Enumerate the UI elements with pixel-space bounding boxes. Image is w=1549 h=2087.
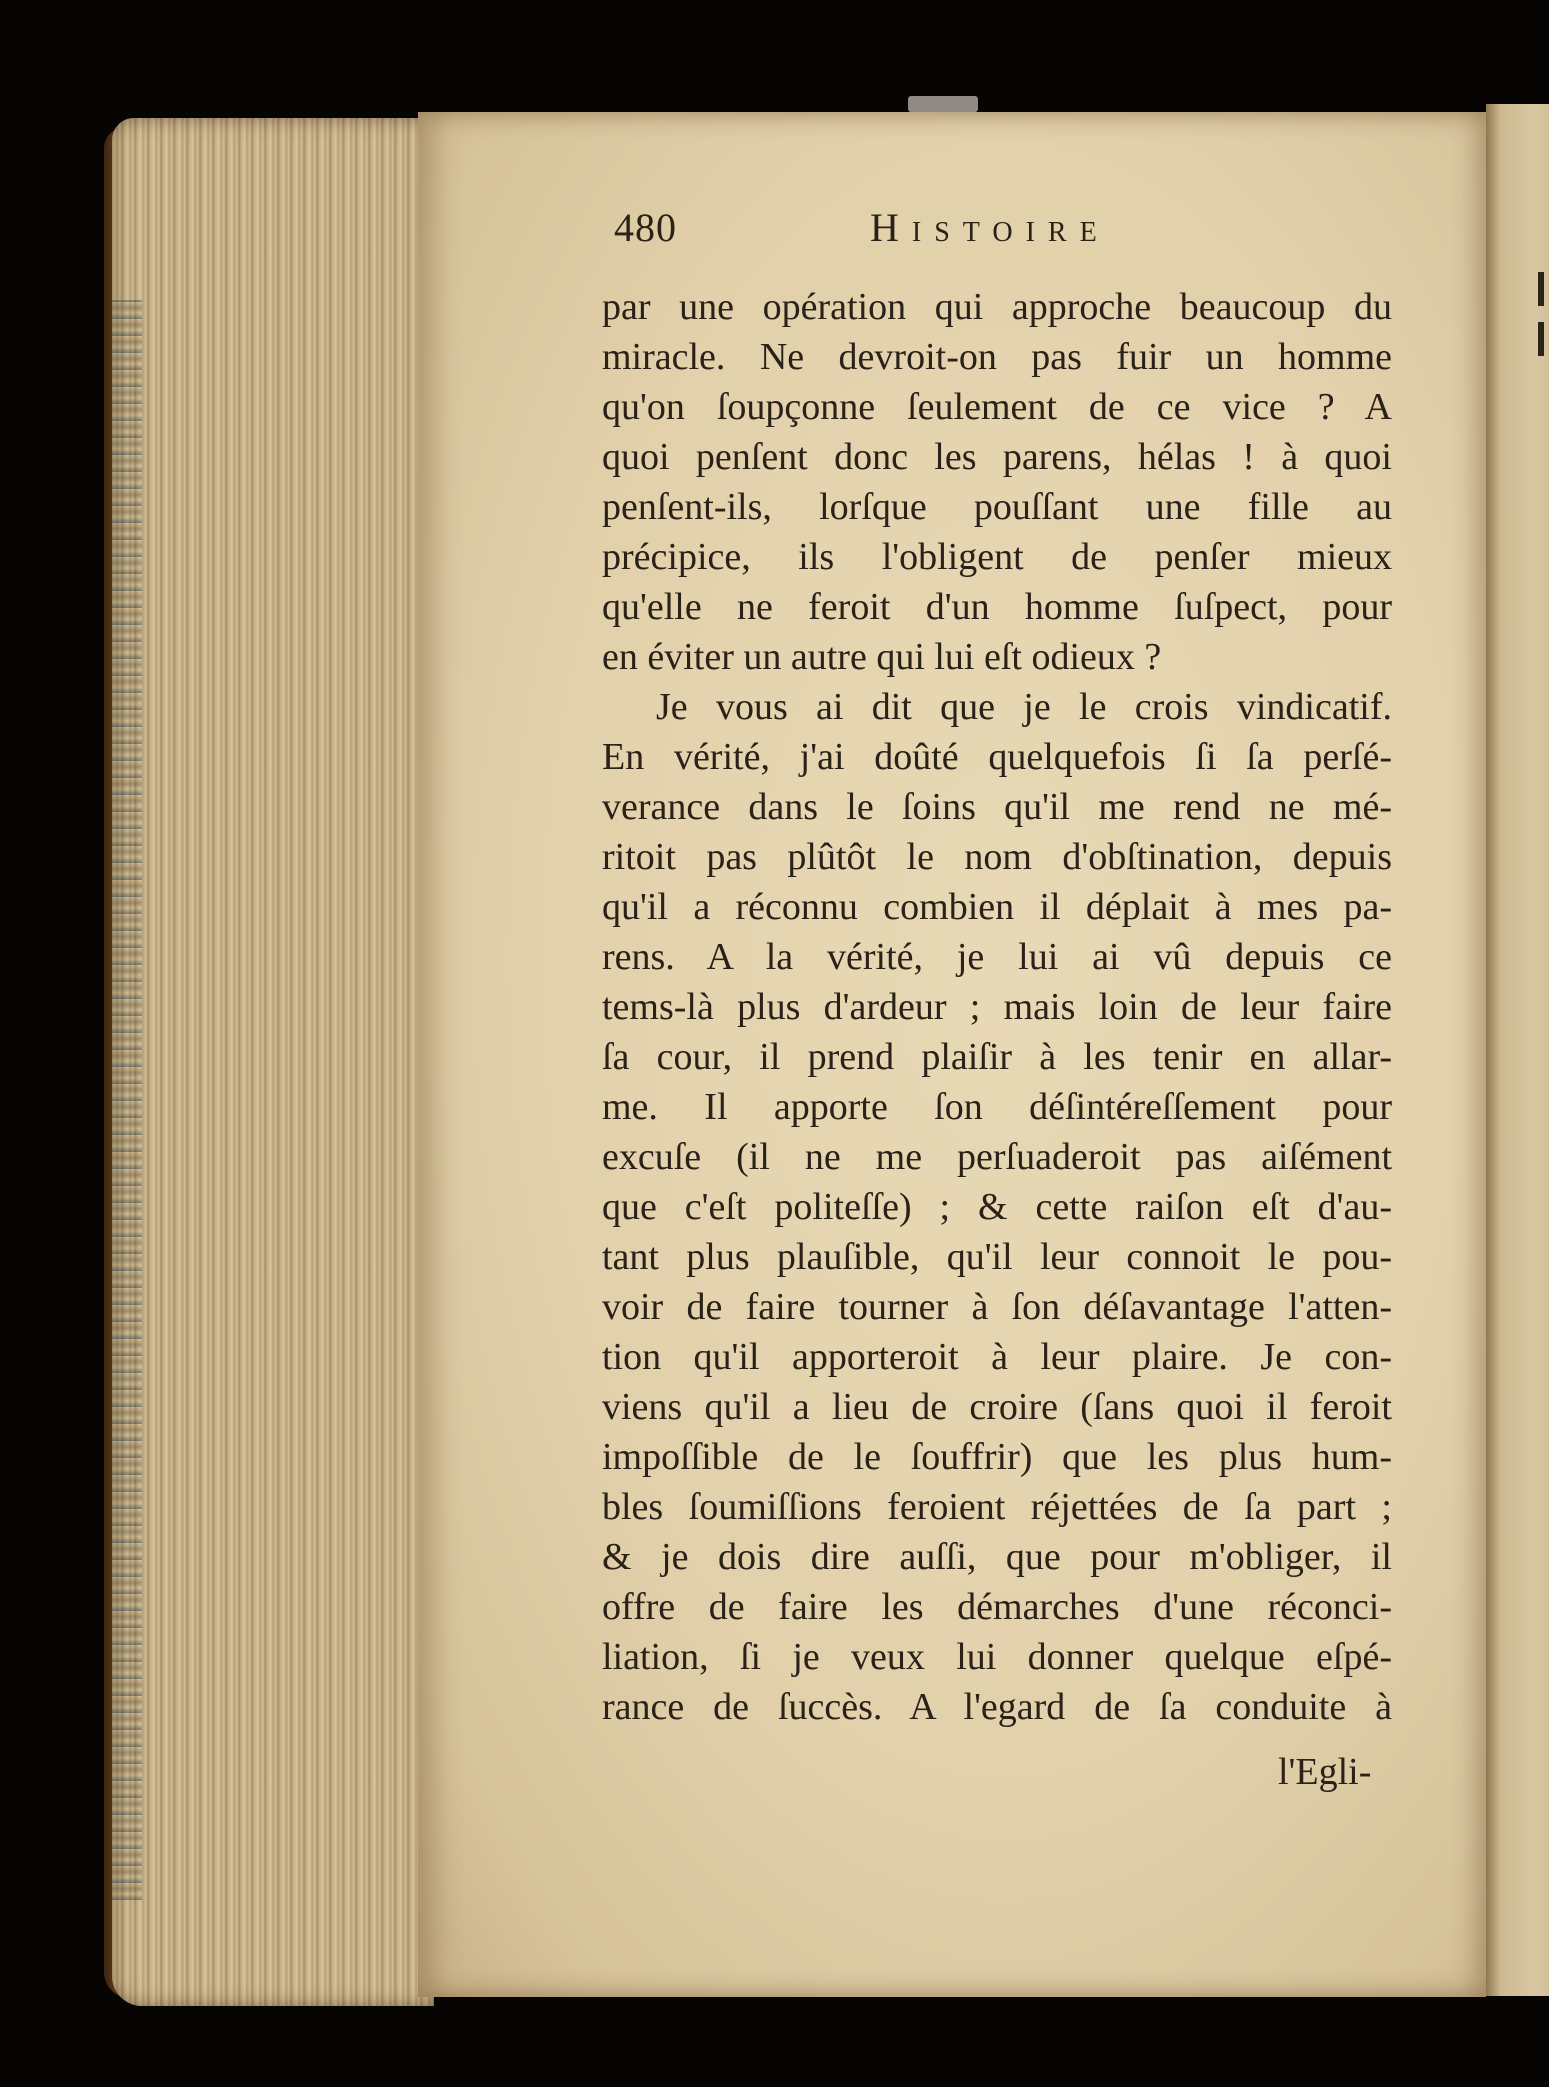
- text-line: ritoit pas plûtôt le nom d'obſtination, depuis: [602, 836, 1392, 878]
- facing-page-glyph: [1538, 322, 1544, 356]
- text-line: offre de faire les démarches d'une réconci-: [602, 1586, 1392, 1628]
- text-line: viens qu'il a lieu de croire (ſans quoi il feroit: [602, 1386, 1392, 1428]
- text-line: verance dans le ſoins qu'il me rend ne mé-: [602, 786, 1392, 828]
- text-line: tant plus plauſible, qu'il leur connoit le pou-: [602, 1236, 1392, 1278]
- text-line: tems-là plus d'ardeur ; mais loin de leur faire: [602, 986, 1392, 1028]
- text-line: qu'on ſoupçonne ſeulement de ce vice ? A: [602, 386, 1392, 428]
- text-line: & je dois dire auſſi, que pour m'obliger, il: [602, 1536, 1392, 1578]
- text-line: par une opération qui approche beaucoup du: [602, 286, 1392, 328]
- page-clip: [908, 96, 978, 112]
- text-line: Je vous ai dit que je le crois vindicatif.: [656, 686, 1392, 728]
- page-edges: [112, 118, 434, 2006]
- text-line: tion qu'il apporteroit à leur plaire. Je con-: [602, 1336, 1392, 1378]
- text-line: que c'eſt politeſſe) ; & cette raiſon eſt d'au-: [602, 1186, 1392, 1228]
- facing-page-edge: [1486, 104, 1549, 1996]
- spine-texture: [112, 300, 142, 1900]
- text-line: rens. A la vérité, je lui ai vû depuis ce: [602, 936, 1392, 978]
- facing-page-glyph: [1538, 272, 1544, 306]
- text-line: voir de faire tourner à ſon déſavantage l'atten-: [602, 1286, 1392, 1328]
- text-line: liation, ſi je veux lui donner quelque eſpé-: [602, 1636, 1392, 1678]
- text-line: excuſe (il ne me perſuaderoit pas aiſément: [602, 1136, 1392, 1178]
- text-line: En vérité, j'ai doûté quelquefois ſi ſa perſé-: [602, 736, 1392, 778]
- page-text: [418, 112, 1486, 1997]
- text-line: penſent-ils, lorſque pouſſant une fille au: [602, 486, 1392, 528]
- running-title: Histoire: [870, 205, 1110, 250]
- page-number: 480: [614, 205, 677, 250]
- text-line: impoſſible de le ſouffrir) que les plus hum-: [602, 1436, 1392, 1478]
- body-text: [602, 282, 1392, 1732]
- text-line: en éviter un autre qui lui eſt odieux ?: [602, 636, 1162, 678]
- text-line: bles ſoumiſſions feroient réjettées de ſa part ;: [602, 1486, 1392, 1528]
- catchword: l'Egli-: [1278, 1751, 1372, 1793]
- book-page: [418, 112, 1486, 1997]
- text-line: me. Il apporte ſon déſintéreſſement pour: [602, 1086, 1392, 1128]
- text-line: rance de ſuccès. A l'egard de ſa conduite à: [602, 1686, 1392, 1728]
- text-line: quoi penſent donc les parens, hélas ! à quoi: [602, 436, 1392, 478]
- text-line: qu'elle ne feroit d'un homme ſuſpect, pour: [602, 586, 1392, 628]
- text-line: miracle. Ne devroit-on pas fuir un homme: [602, 336, 1392, 378]
- text-line: ſa cour, il prend plaiſir à les tenir en allar-: [602, 1036, 1392, 1078]
- text-line: qu'il a réconnu combien il déplait à mes pa-: [602, 886, 1392, 928]
- text-line: précipice, ils l'obligent de penſer mieux: [602, 536, 1392, 578]
- page-header: [614, 204, 1314, 254]
